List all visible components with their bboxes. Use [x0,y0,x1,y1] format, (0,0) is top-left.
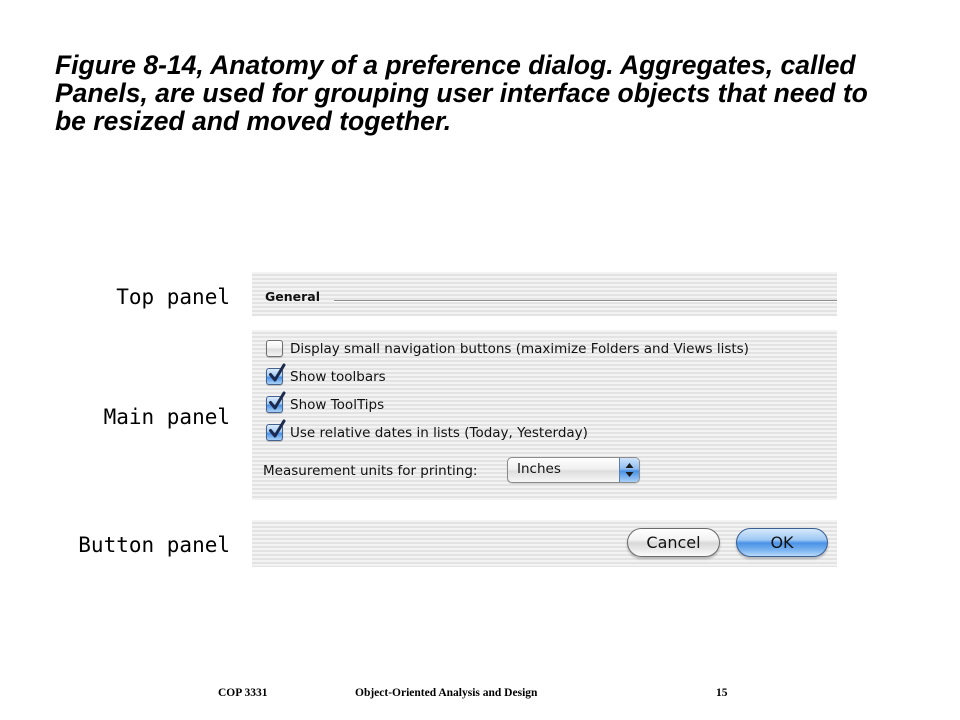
small-navigation-buttons-checkbox[interactable] [266,340,283,357]
main-panel [252,330,837,500]
top-panel-label: Top panel [116,285,230,309]
footer-course-title: Object-Oriented Analysis and Design [355,687,538,699]
show-toolbars-label: Show toolbars [290,369,386,385]
slide-title [55,51,868,135]
show-toolbars-checkbox[interactable] [266,368,283,385]
button-panel [252,520,837,567]
up-down-arrows-icon[interactable] [619,458,639,482]
ok-button[interactable]: OK [736,528,828,557]
preference-dialog [252,272,837,567]
cancel-button[interactable]: Cancel [627,528,720,557]
footer-page-number: 15 [716,687,728,699]
main-panel-label: Main panel [103,405,230,429]
show-tooltips-checkbox[interactable] [266,396,283,413]
title-line-2: Panels, are used for grouping user interface objects that need to [55,78,868,108]
general-group-heading: General [265,289,320,304]
button-panel-label: Button panel [78,533,230,557]
measurement-units-label: Measurement units for printing: [263,463,478,479]
relative-dates-label: Use relative dates in lists (Today, Yesterday) [290,425,588,441]
show-tooltips-label: Show ToolTips [290,397,385,413]
title-line-1: Figure 8-14, Anatomy of a preference dialog. Aggregates, called [55,50,856,80]
checkbox-row-relative-dates[interactable] [266,424,806,442]
checkbox-row-show-toolbars[interactable] [266,368,806,386]
checkmark-icon [267,362,286,384]
footer-course-code: COP 3331 [218,687,268,699]
relative-dates-checkbox[interactable] [266,424,283,441]
small-navigation-buttons-label: Display small navigation buttons (maximize Folders and Views lists) [290,341,749,357]
checkmark-icon [267,390,286,412]
title-line-3: be resized and moved together. [55,106,452,136]
checkmark-icon [267,418,286,440]
heading-separator [334,300,837,302]
checkbox-row-show-tooltips[interactable] [266,396,806,414]
popup-selected-value: Inches [517,461,561,477]
top-panel [252,272,837,316]
measurement-units-popup[interactable] [507,457,640,483]
checkbox-row-small-navigation-buttons[interactable] [266,340,806,358]
